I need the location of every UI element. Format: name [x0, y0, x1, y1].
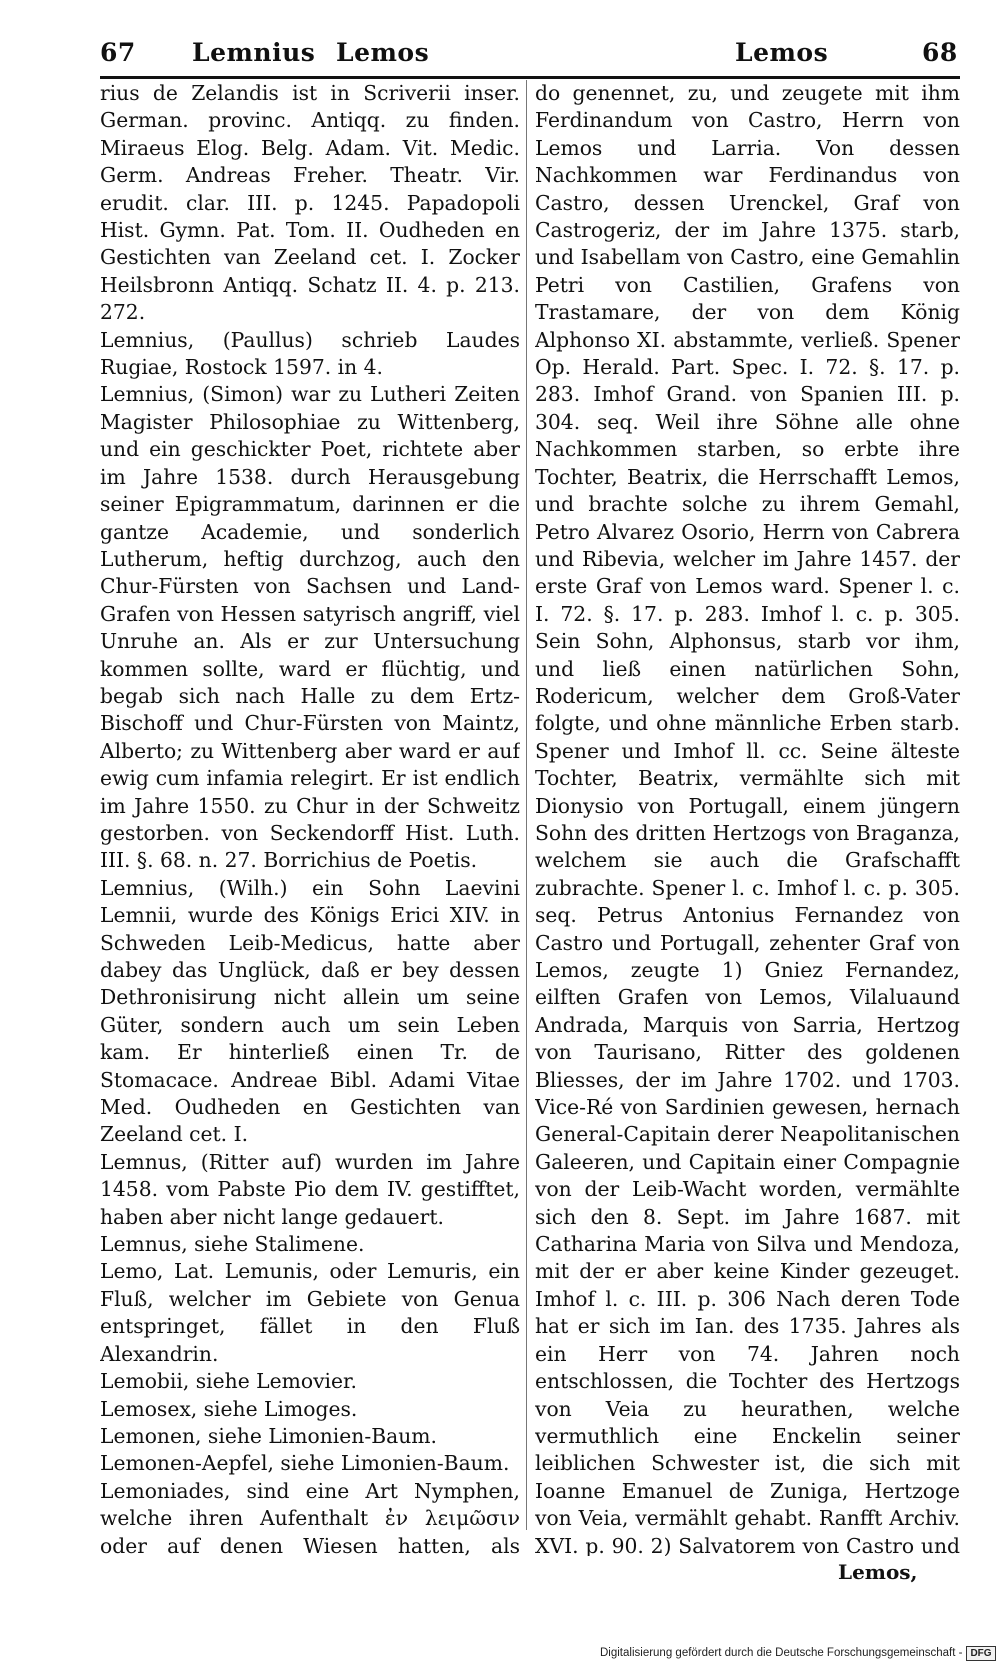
digitization-footer: [600, 1640, 1000, 1666]
running-head-right: Lemos: [735, 38, 829, 67]
running-head-left-1: Lemnius: [192, 38, 316, 67]
left-entry: Lemnius, (Simon) war zu Lutheri Zeiten Magister Philosophiae zu Wittenberg, und ein geschickter Poet, richtete aber im Jahre 1538. durch Herausgebung seiner Epigrammatum, darinnen er die gantze Academie, und sonderlich Lutherum, heftig durchzog, auch den Chur-Fürsten von Sachsen und Land-Grafen von Hessen satyrisch angriff, viel Unruhe an. Als er zur Untersuchung kommen sollte, ward er flüchtig, und begab sich nach Halle zu dem Ertz-Bischoff und Chur-Fürsten von Maintz, Alberto; zu Wittenberg aber ward er auf ewig cum infamia relegirt. Er ist endlich im Jahre 1550. zu Chur in der Schweitz gestorben. von Seckendorff Hist. Luth. III. §. 68. n. 27. Borrichius de Poetis.: [100, 382, 520, 873]
left-entry: Lemobii, siehe Lemovier.: [100, 1369, 357, 1394]
left-entry: Lemnus, siehe Stalimene.: [100, 1232, 365, 1257]
left-entry: Lemonen-Aepfel, siehe Limonien-Baum.: [100, 1451, 510, 1476]
dfg-logo: DFG: [966, 1646, 995, 1661]
left-entry: Lemo, Lat. Lemunis, oder Lemuris, ein Fluß, welcher im Gebiete von Genua entspringet, fället in den Fluß Alexandrin.: [100, 1259, 520, 1366]
page-number-left: 67: [100, 38, 136, 67]
page-number-right: 68: [922, 38, 958, 67]
left-entry: Lemnus, (Ritter auf) wurden im Jahre 1458. vom Pabste Pio dem IV. gestifftet, haben aber nicht lange gedauert.: [100, 1149, 520, 1229]
left-column: [100, 80, 520, 1556]
header-rule: [100, 76, 960, 79]
running-head-left-2: Lemos: [336, 38, 430, 67]
left-entry: Lemnius, (Wilh.) ein Sohn Laevini Lemnii, wurde des Königs Erici XIV. in Schweden Leib-Medicus, hatte aber dabey das Unglück, daß er bey dessen Dethronisirung nicht allein um seine Güter, sondern auch um sein Leben kam. Er hinterließ einen Tr. de Stomacace. Andreae Bibl. Adami Vitae Med. Oudheden en Gestichten van Zeeland cet. I.: [100, 875, 520, 1147]
left-entry: Lemnius, (Paullus) schrieb Laudes Rugiae, Rostock 1597. in 4.: [100, 327, 520, 380]
left-entry: Lemoniades, sind eine Art Nymphen, welche ihren Aufenthalt ἐν λειμῶσιν oder auf denen Wiesen hatten, als: [100, 1478, 520, 1556]
left-entry: rius de Zelandis ist in Scriverii inser. German. provinc. Antiqq. zu finden. Miraeus Elog. Belg. Adam. Vit. Medic. Germ. Andreas Freher. Theatr. Vir. erudit. clar. III. p. 1245. Papadopoli Hist. Gymn. Pat. Tom. II. Oudheden en Gestichten van Zeeland cet. I. Zocker Heilsbronn Antiqq. Schatz II. 4. p. 213. 272.: [100, 81, 520, 325]
footer-text: Digitalisierung gefördert durch die Deutsche Forschungsgemeinschaft -: [600, 1647, 963, 1659]
catchword: Lemos,: [838, 1560, 918, 1584]
column-divider: [526, 80, 527, 1530]
right-column: [535, 80, 960, 1556]
left-entry: Lemosex, siehe Limoges.: [100, 1396, 358, 1421]
left-entry: Lemonen, siehe Limonien-Baum.: [100, 1423, 437, 1448]
page-header: [0, 0, 1000, 78]
right-entry: do genennet, zu, und zeugete mit ihm Ferdinandum von Castro, Herrn von Lemos und Larria. Von dessen Nachkommen war Ferdinandus von Castro, dessen Urenckel, Graf von Castrogeriz, der im Jahre 1375. starb, und Isabellam von Castro, eine Gemahlin Petri von Castilien, Grafens von Trastamare, der von dem König Alphonso XI. abstammte, verließ. Spener Op. Herald. Part. Spec. I. 72. §. 17. p. 283. Imhof Grand. von Spanien III. p. 304. seq. Weil ihre Söhne alle ohne Nachkommen starben, so erbte ihre Tochter, Beatrix, die Herrschafft Lemos, und brachte solche zu ihrem Gemahl, Petro Alvarez Osorio, Herrn von Cabrera und Ribevia, welcher im Jahre 1457. der erste Graf von Lemos ward. Spener l. c. I. 72. §. 17. p. 283. Imhof l. c. p. 305. Sein Sohn, Alphonsus, starb vor ihm, und ließ einen natürlichen Sohn, Rodericum, welcher dem Groß-Vater folgte, und ohne männliche Erben starb. Spener und Imhof ll. cc. Seine älteste Tochter, Beatrix, vermählte sich mit Dionysio von Portugall, einem jüngern Sohn des dritten Hertzogs von Braganza, welchem sie auch die Grafschafft zubrachte. Spener l. c. Imhof l. c. p. 305. seq. Petrus Antonius Fernandez von Castro und Portugall, zehenter Graf von Lemos, zeugte 1) Gniez Fernandez, eilften Grafen von Lemos, Vilaluaund Andrada, Marquis von Sarria, Hertzog von Taurisano, Ritter des goldenen Bliesses, der im Jahre 1702. und 1703. Vice-Ré von Sardinien gewesen, hernach General-Capitain derer Neapolitanischen Galeeren, und Capitain einer Compagnie von der Leib-Wacht worden, vermählte sich den 8. Sept. im Jahre 1687. mit Catharina Maria von Silva und Mendoza, mit der er aber keine Kinder gezeuget. Imhof l. c. III. p. 306 Nach deren Tode hat er sich im Ian. des 1735. Jahres als ein Herr von 74. Jahren noch entschlossen, die Tochter des Hertzogs von Veia zu heurathen, welche vermuthlich eine Enckelin seiner leiblichen Schwester ist, die sich mit Ioanne Emanuel de Zuniga, Hertzoge von Veia, vermählt gehabt. Ranfft Archiv. XVI. p. 90. 2) Salvatorem von Castro und: [535, 81, 960, 1556]
